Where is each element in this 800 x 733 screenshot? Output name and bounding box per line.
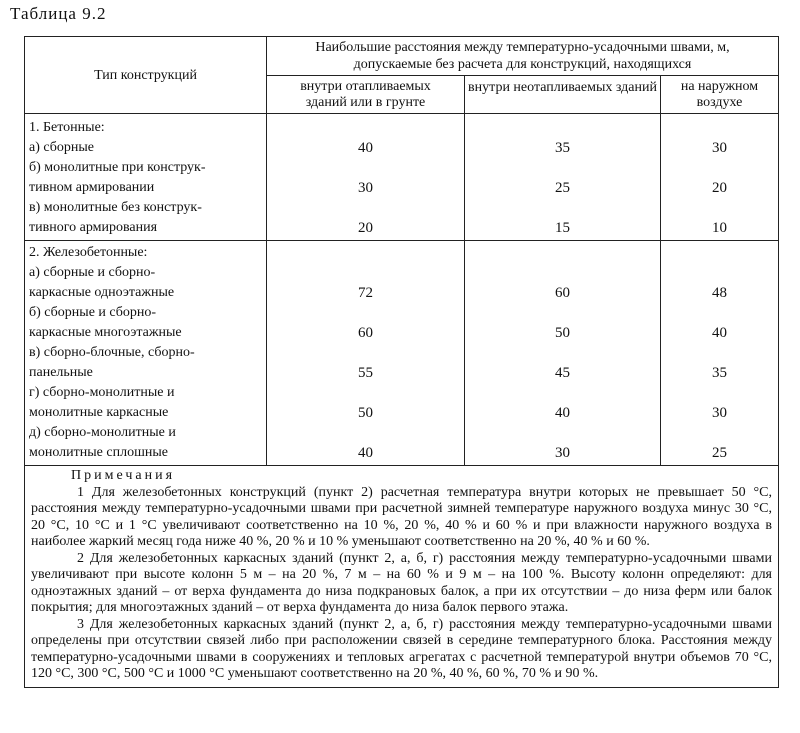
header-col-heated bbox=[267, 76, 465, 114]
header-col-outdoor-line1: на наружном bbox=[680, 78, 759, 94]
note-2: 2 Для железобетонных каркасных зданий (пункт 2, а, б, г) расстояния между температурно-усадочными швами увеличивают при высоте колонн 5 м – на 20 %, 7 м – на 60 % и 9 м – на 100 %. Высоту колонн определяют: для одноэтажных зданий – от верха фундамента до низа подкрановых балок, а при их отсутствии – до низа ферм или балок покрытия; для многоэтажных зданий – от верха фундамента до низа балок первого этажа. bbox=[31, 550, 772, 615]
item-label: в) монолитные без конструк- bbox=[29, 200, 202, 215]
note-3: 3 Для железобетонных каркасных зданий (пункт 2, а, б, г) расстояния между температурно-усадочными швами определены при отсутствии связей либо при расположении связей в середине температурного блока. Расстояния между температурно-усадочными швами в сооружениях и тепловых агрегатах с расчетной температурой внутри объемов 70 °С, 120 °С, 300 °С, 500 °С и 1000 °С уменьшают соответственно на 20 %, 40 %, 60 %, 70 % и 90 %. bbox=[31, 616, 772, 681]
header-col-heated-line2: зданий или в грунте bbox=[305, 94, 426, 110]
section-title: 2. Железобетонные: bbox=[29, 245, 148, 260]
value-cell: 30 bbox=[358, 180, 373, 196]
section-concrete-labels bbox=[25, 114, 267, 241]
reinforced-values-outdoor bbox=[661, 241, 779, 466]
value-cell: 20 bbox=[358, 220, 373, 236]
item-label: г) сборно-монолитные и bbox=[29, 385, 175, 400]
item-label: панельные bbox=[29, 365, 93, 380]
item-label: каркасные одноэтажные bbox=[29, 285, 175, 300]
value-cell: 30 bbox=[712, 405, 727, 421]
header-col-outdoor bbox=[661, 76, 779, 114]
reinforced-values-heated bbox=[267, 241, 465, 466]
header-group-line2: допускаемые без расчета для конструкций, находящихся bbox=[353, 57, 692, 72]
value-cell: 50 bbox=[555, 325, 570, 341]
value-cell: 50 bbox=[358, 405, 373, 421]
item-label: д) сборно-монолитные и bbox=[29, 425, 176, 440]
value-cell: 72 bbox=[358, 285, 373, 301]
item-label: тивного армирования bbox=[29, 220, 158, 235]
notes-title: Примечания bbox=[71, 468, 176, 483]
value-cell: 45 bbox=[555, 365, 570, 381]
header-row-1 bbox=[25, 37, 779, 76]
header-col-outdoor-line2: воздухе bbox=[696, 94, 743, 110]
value-cell: 15 bbox=[555, 220, 570, 236]
item-label: монолитные каркасные bbox=[29, 405, 169, 420]
value-cell: 48 bbox=[712, 285, 727, 301]
section-reinforced-labels bbox=[25, 241, 267, 466]
header-group-line1: Наибольшие расстояния между температурно-усадочными швами, м, bbox=[315, 40, 730, 55]
value-cell: 55 bbox=[358, 365, 373, 381]
item-label: в) сборно-блочные, сборно- bbox=[29, 345, 195, 360]
concrete-values-unheated bbox=[465, 114, 661, 241]
value-cell: 25 bbox=[555, 180, 570, 196]
value-cell: 35 bbox=[712, 365, 727, 381]
value-cell: 35 bbox=[555, 140, 570, 156]
header-group-cell bbox=[267, 37, 779, 76]
item-label: б) сборные и сборно- bbox=[29, 305, 157, 320]
table-caption: Таблица 9.2 bbox=[10, 4, 107, 23]
header-col-heated-line1: внутри отапливаемых bbox=[300, 78, 431, 94]
value-cell: 30 bbox=[712, 140, 727, 156]
section-title: 1. Бетонные: bbox=[29, 120, 105, 135]
section-concrete-row bbox=[25, 114, 779, 241]
reinforced-values-unheated bbox=[465, 241, 661, 466]
value-cell: 40 bbox=[358, 445, 373, 461]
joint-spacing-table bbox=[24, 36, 779, 688]
notes-row bbox=[25, 466, 779, 688]
item-label: каркасные многоэтажные bbox=[29, 325, 182, 340]
value-cell: 40 bbox=[555, 405, 570, 421]
concrete-values-outdoor bbox=[661, 114, 779, 241]
item-label: а) сборные и сборно- bbox=[29, 265, 156, 280]
value-cell: 30 bbox=[555, 445, 570, 461]
notes-cell bbox=[25, 466, 779, 688]
item-label: монолитные сплошные bbox=[29, 445, 168, 460]
note-1: 1 Для железобетонных конструкций (пункт 2) расчетная температура внутри которых не превышает 50 °С, расстояния между температурно-усадочными швами при расчетной зимней температуре наружного воздуха минус 30 °С, 20 °С, 10 °С и 1 °С увеличивают соответственно на 10 %, 20 %, 40 % и 60 % и при влажности наружного воздуха в наиболее жаркий месяц года ниже 40 %, 20 % и 10 % уменьшают соответственно на 20 %, 40 % и 60 %. bbox=[31, 484, 772, 549]
value-cell: 60 bbox=[358, 325, 373, 341]
value-cell: 10 bbox=[712, 220, 727, 236]
value-cell: 40 bbox=[358, 140, 373, 156]
value-cell: 20 bbox=[712, 180, 727, 196]
item-label: тивном армировании bbox=[29, 180, 155, 195]
item-label: а) сборные bbox=[29, 140, 94, 155]
value-cell: 40 bbox=[712, 325, 727, 341]
concrete-values-heated bbox=[267, 114, 465, 241]
value-cell: 25 bbox=[712, 445, 727, 461]
header-type-cell: Тип конструкций bbox=[25, 37, 267, 114]
section-reinforced-row bbox=[25, 241, 779, 466]
item-label: б) монолитные при конструк- bbox=[29, 160, 206, 175]
value-cell: 60 bbox=[555, 285, 570, 301]
header-col-unheated: внутри неотапливаемых зданий bbox=[465, 76, 661, 114]
